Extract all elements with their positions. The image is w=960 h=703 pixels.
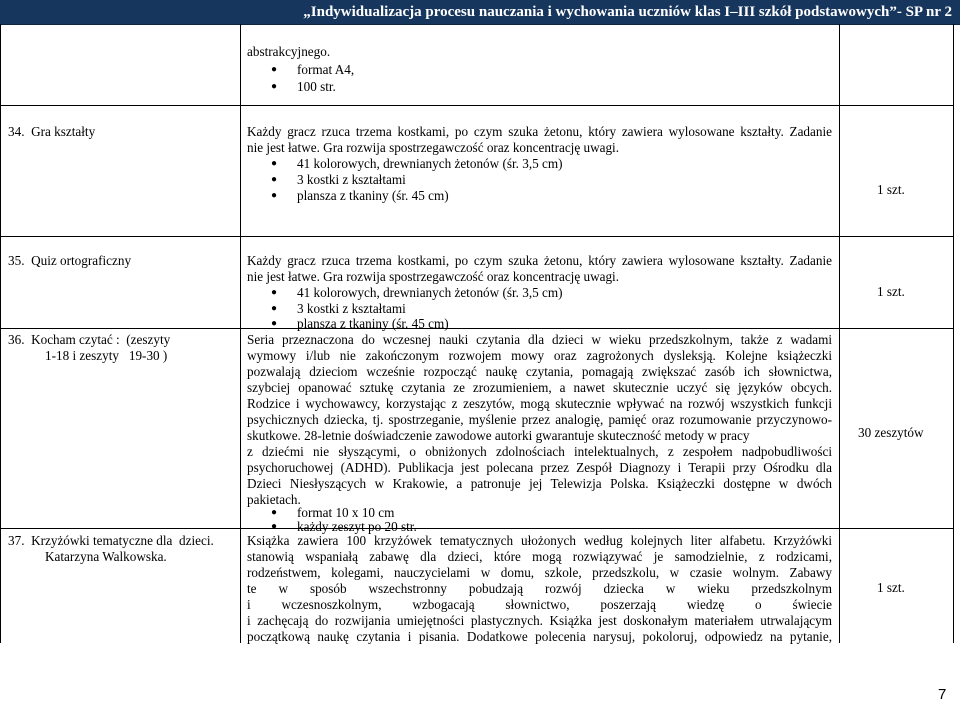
item-name: 37. Krzyżówki tematyczne dla dzieci.	[8, 533, 214, 548]
table-border-left	[0, 24, 1, 643]
item-name-continued: 1-18 i zeszyty 19-30 )	[45, 348, 168, 363]
description-line: nie jest łatwe. Gra rozwija spostrzegawczość oraz koncentrację uwagi.	[247, 140, 620, 155]
row-divider	[0, 328, 954, 329]
table-border-right	[953, 24, 954, 643]
item-name: 36. Kocham czytać : (zeszyty	[8, 332, 171, 347]
description-line: rodzeństwem, kolegami, nauczycielami w domu, szkole, przedszkolu, w czasie wolnym. Zabawy	[247, 565, 832, 580]
item-name: 34. Gra kształty	[8, 124, 96, 139]
quantity: 30 zeszytów	[858, 425, 924, 440]
description-line: Rodzice i wychowawcy, korzystając z zeszytów, mogą skutecznie wpływać na rozwój wszystkich funkcji	[247, 396, 832, 411]
description-line: wymowy i/lub nie zakończonym rozwojem mowy oraz zagrożonych dysleksją. Kolejne książeczki	[247, 348, 832, 363]
description-line: szybciej opanować sztukę czytania ze zrozumieniem, a nawet skutecznie uczyć się języków obcych.	[247, 380, 832, 395]
description-line: psychoruchowej (ADHD). Publikacja jest polecana przez Zespół Diagnozy i Terapii przy Ośrodku dla	[247, 460, 832, 475]
table-column-divider	[839, 24, 840, 643]
description-line: Seria przeznaczona do wczesnej nauki czytania dla dzieci w wieku przedszkolnym, także z wadami	[247, 332, 832, 347]
row-divider	[0, 105, 954, 106]
description-line: początkową naukę czytania i pisania. Dodatkowe polecenia narysuj, pokoloruj, odpowiedz na pytanie,	[247, 629, 832, 644]
description-line: pakietach.	[247, 492, 301, 507]
row-divider	[0, 236, 954, 237]
continuation-text: abstrakcyjnego.	[247, 44, 331, 59]
description-line: psychicznych dziecka, tj. spostrzeganie, myślenie przez analogię, pamięć oraz rozumowanie przyczynowo-	[247, 412, 832, 427]
description-line: pozwalają dzieciom wcześnie rozpocząć naukę czytania, pomagają zwiększać zasób ich słownictwa,	[247, 364, 832, 379]
table-column-divider	[240, 24, 241, 643]
description-line: skutkowe. 28-letnie doświadczenie zawodowe autorki gwarantuje skuteczność metody w pracy	[247, 428, 750, 443]
description-line: Dzieci Niesłyszących w Krakowie, a patronuje jej Telewizja Polska. Książeczki dostępne w dwóch	[247, 476, 832, 491]
document-title: „Indywidualizacja procesu nauczania i wychowania uczniów klas I–III szkół podstawowych”- SP nr 2	[303, 4, 952, 20]
description-line: z dziećmi nie słyszącymi, o obniżonych zdolnościach intelektualnych, z zespołem nadpobudliwości	[247, 444, 832, 459]
description-line: te w sposób wszechstronny pobudzają rozwój dziecka w wieku przedszkolnym	[247, 581, 832, 596]
quantity: 1 szt.	[877, 284, 905, 299]
item-name: 35. Quiz ortograficzny	[8, 253, 132, 268]
description-line: Każdy gracz rzuca trzema kostkami, po czym szuka żetonu, który zawiera wylosowane kształty. Zadanie	[247, 124, 832, 139]
description-line: stanowią wspaniałą zabawę dla dzieci, które mogą rozwiązywać je samodzielnie, z rodzicami,	[247, 549, 832, 564]
page-number: 7	[938, 686, 947, 703]
row-divider	[0, 528, 954, 529]
description-line: Książka zawiera 100 krzyżówek tematycznych ułożonych według kolejnych liter alfabetu. Krzyżówki	[247, 533, 832, 548]
description-line: nie jest łatwe. Gra rozwija spostrzegawczość oraz koncentrację uwagi.	[247, 269, 620, 284]
description-line: i wczesnoszkolnym, wzbogacają słownictwo, poszerzają wiedzę o świecie	[247, 597, 832, 612]
description-line: Każdy gracz rzuca trzema kostkami, po czym szuka żetonu, który zawiera wylosowane kształty. Zadanie	[247, 253, 832, 268]
quantity: 1 szt.	[877, 182, 905, 197]
description-line: i zachęcają do rozwijania umiejętności plastycznych. Książka jest doskonałym materiałem utrwalającym	[247, 613, 832, 628]
quantity: 1 szt.	[877, 580, 905, 595]
item-name-continued: Katarzyna Walkowska.	[45, 549, 167, 564]
